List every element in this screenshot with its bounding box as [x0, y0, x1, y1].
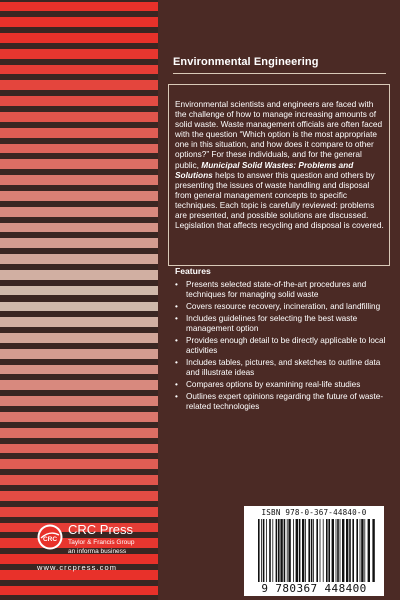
publisher-group: Taylor & Francis Group [68, 539, 135, 546]
stripe [0, 223, 158, 233]
barcode-bar [316, 519, 318, 582]
feature-text: Compares options by examining real-life studies [186, 380, 361, 390]
barcode-bar [340, 519, 341, 582]
barcode-bar [276, 519, 278, 582]
stripe [0, 270, 158, 280]
barcode-bar [272, 519, 273, 582]
description-part-1: Environmental scientists and engineers are faced with the challenge of how to manage increasing amounts of solid waste. Waste management officials are often faced with the question “Which option is the most appropriate one in this situation, and how does it compare to other options?” For these individuals, and for the general public, [175, 99, 383, 170]
stripe [0, 586, 158, 596]
bullet-icon: • [175, 358, 178, 368]
barcode-bar [349, 519, 351, 582]
publisher-name: CRC Press [68, 522, 134, 537]
logo-text: CRC [42, 536, 58, 543]
barcode-bar [346, 519, 348, 582]
barcode-bar [326, 519, 328, 582]
stripe [0, 302, 158, 312]
barcode-bar [328, 519, 330, 582]
list-item [175, 358, 387, 378]
barcode-bar [288, 519, 290, 582]
stripe [0, 207, 158, 217]
bullet-icon: • [175, 301, 178, 311]
stripe [0, 2, 158, 12]
list-item [175, 380, 387, 390]
barcode-bar [284, 519, 286, 582]
barcode-digits: 9 780367 448400 [261, 582, 367, 595]
feature-text: Outlines expert opinions regarding the future of waste-related technologies [186, 392, 384, 412]
features-title: Features [175, 266, 211, 276]
stripe [0, 349, 158, 359]
publisher-website: www.crcpress.com [37, 563, 118, 572]
stripe [0, 159, 158, 169]
stripe [0, 412, 158, 422]
description-part-2: helps to answer this question and others by presenting the issues of waste handling and disposal from general management concepts to specific techniques. Each topic is carefully reviewed: problems are presented, and possible solutions are discussed. Legislation that affects recycling and disposal is covered. [175, 169, 384, 231]
series-heading: Environmental Engineering [173, 56, 319, 68]
stripe [0, 175, 158, 185]
barcode-bar [263, 519, 265, 582]
barcode-bar [266, 519, 267, 582]
barcode-bar [308, 519, 310, 582]
heading-rule [173, 73, 386, 74]
stripe [0, 317, 158, 327]
barcode-bar [287, 519, 288, 582]
striped-cover-art [0, 0, 158, 600]
bullet-icon: • [175, 336, 178, 346]
stripe [0, 396, 158, 406]
stripe [0, 65, 158, 75]
stripe [0, 286, 158, 296]
stripe [0, 80, 158, 90]
stripe [0, 380, 158, 390]
barcode-bar [280, 519, 282, 582]
barcode-bar [261, 519, 262, 582]
stripe [0, 428, 158, 438]
stripe [0, 128, 158, 138]
feature-text: Includes tables, pictures, and sketches to outline data and illustrate ideas [186, 358, 381, 377]
barcode-bar [311, 519, 313, 582]
list-item [175, 302, 387, 312]
stripe [0, 112, 158, 122]
list-item [175, 336, 387, 356]
barcode-label [244, 506, 384, 596]
stripe [0, 459, 158, 469]
barcode-bar [360, 519, 361, 582]
bullet-icon: • [175, 314, 178, 324]
feature-text: Provides enough detail to be directly applicable to local activities [186, 336, 386, 355]
stripe [0, 33, 158, 43]
stripe [0, 238, 158, 248]
list-item [175, 280, 387, 300]
stripe [0, 365, 158, 375]
stripe [0, 491, 158, 501]
barcode-bar [368, 519, 370, 582]
barcode-bar [299, 519, 301, 582]
feature-text: Presents selected state-of-the-art procedures and techniques for managing solid waste [186, 280, 367, 299]
isbn-text: ISBN 978-0-367-44840-0 [261, 508, 367, 517]
barcode-bar [364, 519, 365, 582]
bullet-icon: • [175, 392, 178, 402]
list-item [175, 314, 387, 334]
bullet-icon: • [175, 280, 178, 289]
barcode-bar [269, 519, 271, 582]
list-item [175, 392, 387, 412]
barcode-bar [352, 519, 354, 582]
barcode-bar [258, 519, 260, 582]
barcode-bar [337, 519, 339, 582]
barcode-icon [258, 519, 376, 582]
barcode-bar [313, 519, 314, 582]
barcode-bar [356, 519, 358, 582]
stripe [0, 191, 158, 201]
barcode-bar [336, 519, 337, 582]
stripe [0, 444, 158, 454]
stripe [0, 507, 158, 517]
book-title: Municipal Solid Wastes: Problems and Solutions [175, 159, 354, 180]
bullet-icon: • [175, 380, 178, 390]
features-list [175, 280, 387, 414]
stripe [0, 144, 158, 154]
barcode-bar [320, 519, 321, 582]
publisher-business: an informa business [68, 548, 127, 555]
description-text [175, 99, 385, 230]
barcode-bar [293, 519, 294, 582]
stripe [0, 49, 158, 59]
barcode-bar [278, 519, 280, 582]
barcode-bar [323, 519, 324, 582]
stripe [0, 96, 158, 106]
stripe [0, 475, 158, 485]
barcode-bar [302, 519, 304, 582]
barcode-bar [332, 519, 334, 582]
stripe [0, 17, 158, 27]
crc-press-logo-icon [37, 524, 63, 550]
barcode-bar [305, 519, 306, 582]
stripe [0, 254, 158, 264]
barcode-bar [296, 519, 298, 582]
feature-text: Includes guidelines for selecting the best waste management option [186, 314, 358, 333]
barcode-bar [361, 519, 363, 582]
barcode-bar [372, 519, 374, 582]
barcode-bar [342, 519, 344, 582]
feature-text: Covers resource recovery, incineration, and landfilling [186, 301, 381, 311]
stripe [0, 333, 158, 343]
